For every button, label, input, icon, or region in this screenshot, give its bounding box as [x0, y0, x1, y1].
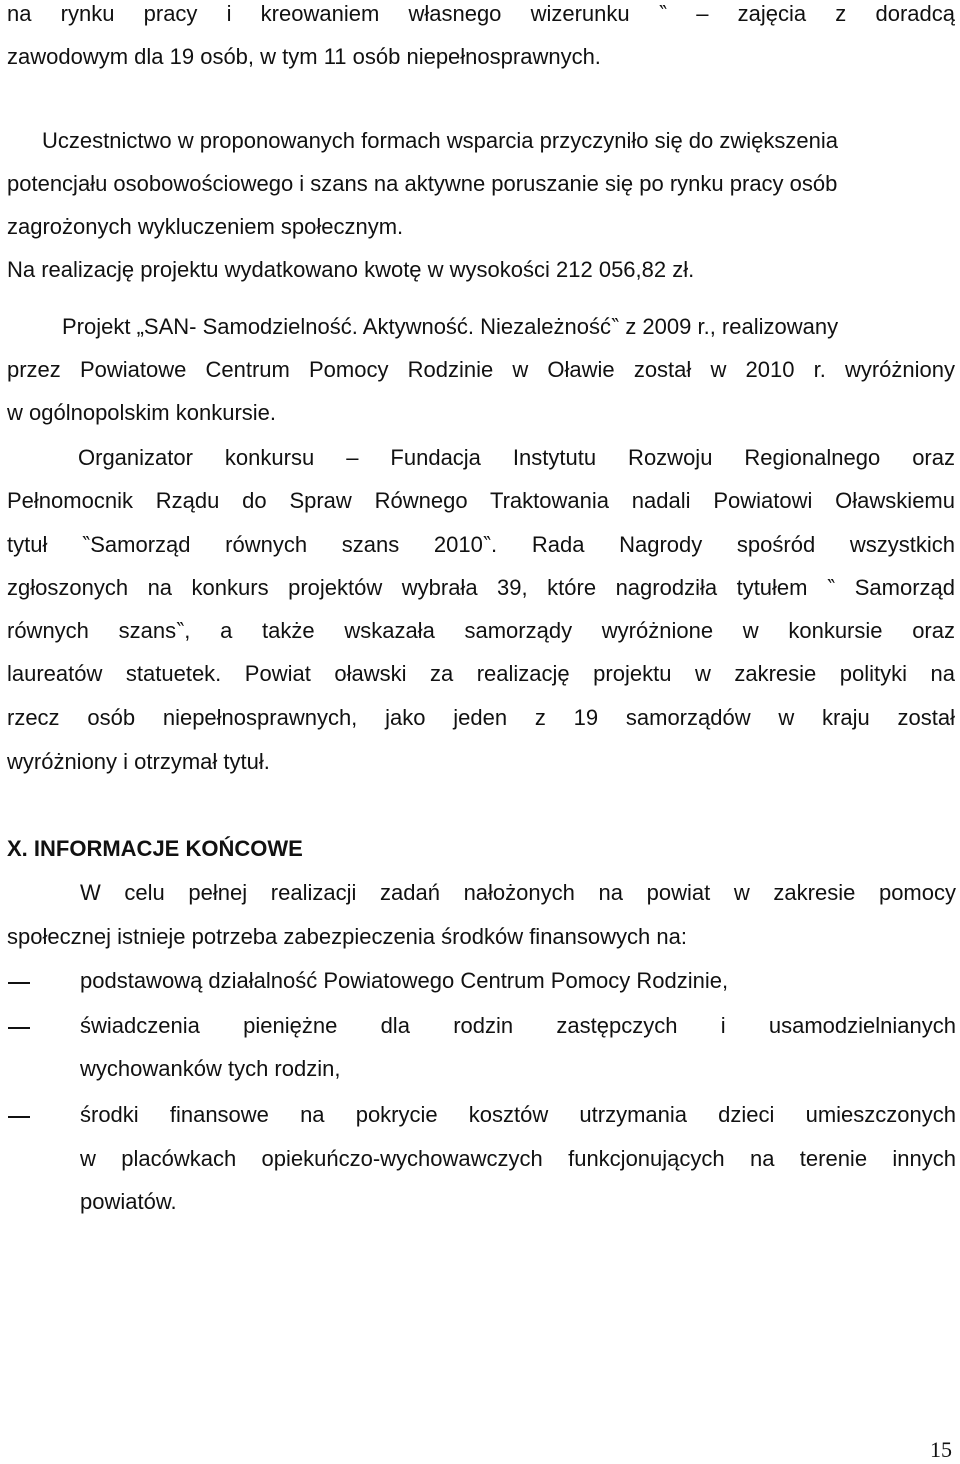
bullet-item: środki finansowe na pokrycie kosztów utrzymania dzieci umieszczonych — [80, 1102, 956, 1127]
bullet-item: świadczenia pieniężne dla rodzin zastępczych i usamodzielnianych — [80, 1013, 956, 1038]
paragraph-line: W celu pełnej realizacji zadań nałożonych na powiat w zakresie pomocy — [80, 880, 956, 905]
paragraph-line: Na realizację projektu wydatkowano kwotę w wysokości 212 056,82 zł. — [7, 257, 695, 282]
bullet-item-continuation: powiatów. — [80, 1189, 177, 1214]
page-number: 15 — [930, 1437, 952, 1462]
paragraph-line: Pełnomocnik Rządu do Spraw Równego Traktowania nadali Powiatowi Oławskiemu — [7, 488, 955, 513]
paragraph-line: zawodowym dla 19 osób, w tym 11 osób niepełnosprawnych. — [7, 44, 601, 69]
paragraph-line: wyróżniony i otrzymał tytuł. — [7, 749, 270, 774]
section-heading: X. INFORMACJE KOŃCOWE — [7, 836, 303, 861]
paragraph-line: laureatów statuetek. Powiat oławski za realizację projektu w zakresie polityki na — [7, 661, 955, 686]
paragraph-line: tytuł ‶Samorząd równych szans 2010‶. Rada Nagrody spośród wszystkich — [7, 532, 955, 557]
paragraph-line: społecznej istnieje potrzeba zabezpieczenia środków finansowych na: — [7, 924, 687, 949]
bullet-item-continuation: w placówkach opiekuńczo-wychowawczych funkcjonujących na terenie innych — [80, 1146, 956, 1171]
paragraph-line: potencjału osobowościowego i szans na aktywne poruszanie się po rynku pracy osób — [7, 171, 838, 196]
paragraph-line: w ogólnopolskim konkursie. — [7, 400, 277, 425]
paragraph-line: zgłoszonych na konkurs projektów wybrała 39, które nagrodziła tytułem ‶ Samorząd — [7, 575, 955, 600]
bullet-item-continuation: wychowanków tych rodzin, — [80, 1056, 341, 1081]
bullet-item: podstawową działalność Powiatowego Centrum Pomocy Rodzinie, — [80, 968, 729, 993]
paragraph-line: Organizator konkursu – Fundacja Instytutu Rozwoju Regionalnego oraz — [78, 445, 955, 470]
paragraph-line: na rynku pracy i kreowaniem własnego wizerunku ‶ – zajęcia z doradcą — [7, 1, 955, 26]
paragraph-line: równych szans‶, a także wskazała samorządy wyróżnione w konkursie oraz — [7, 618, 955, 643]
paragraph-line: zagrożonych wykluczeniem społecznym. — [7, 214, 404, 239]
paragraph-line: przez Powiatowe Centrum Pomocy Rodzinie w Oławie został w 2010 r. wyróżniony — [7, 357, 955, 382]
paragraph-line: Projekt „SAN- Samodzielność. Aktywność. Niezależność‶ z 2009 r., realizowany — [62, 314, 839, 339]
paragraph-line: Uczestnictwo w proponowanych formach wsparcia przyczyniło się do zwiększenia — [42, 128, 838, 153]
paragraph-line: rzecz osób niepełnosprawnych, jako jeden z 19 samorządów w kraju został — [7, 705, 955, 730]
